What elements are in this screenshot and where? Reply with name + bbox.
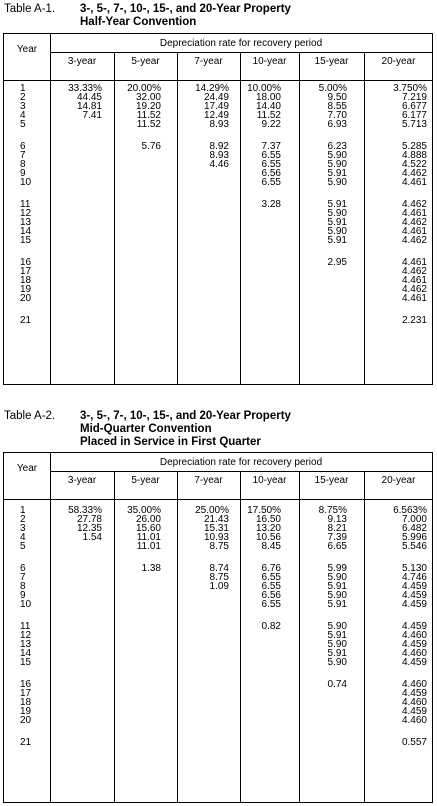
year-cell: 10: [20, 599, 32, 610]
rate-cell: 12.35: [76, 523, 102, 534]
rate-cell: 20.00%: [127, 83, 161, 94]
rate-cell: 15.60: [135, 523, 161, 534]
rate-cell: 11.01: [136, 532, 161, 543]
rate-cell: 24.49: [203, 92, 229, 103]
table-heading: [80, 410, 291, 449]
rate-cell: 4.459: [401, 581, 427, 592]
rate-cell: 5.90: [327, 657, 347, 668]
rate-cell: 10.56: [255, 532, 281, 543]
column-header-15-year: 15-year: [314, 56, 349, 67]
year-cell: 1: [20, 83, 26, 94]
rate-cell: 8.93: [209, 119, 229, 130]
rate-cell: 6.76: [261, 563, 281, 574]
column-header-10-year: 10-year: [252, 56, 287, 67]
column-divider: [114, 80, 115, 384]
column-header-20-year: 20-year: [381, 475, 416, 486]
rate-cell: 4.461: [401, 293, 427, 304]
rate-cell: 11.01: [136, 541, 161, 552]
rate-cell: 9.22: [261, 119, 281, 130]
year-cell: 7: [20, 572, 26, 583]
table-number: Table A-2.: [4, 410, 56, 422]
rate-cell: 4.460: [401, 715, 427, 726]
rate-cell: 5.90: [327, 572, 347, 583]
year-cell: 4: [20, 110, 26, 121]
column-divider: [114, 499, 115, 802]
column-header-5-year: 5-year: [131, 56, 160, 67]
rate-cell: 4.461: [401, 177, 427, 188]
column-divider: [364, 80, 365, 384]
column-divider: [240, 53, 241, 80]
column-divider: [177, 53, 178, 80]
column-divider: [177, 80, 178, 384]
year-cell: 14: [20, 226, 32, 237]
rate-cell: 11.52: [136, 110, 161, 121]
rate-cell: 14.40: [255, 101, 281, 112]
rate-cell: 6.56: [261, 168, 281, 179]
rate-cell: 6.55: [261, 572, 281, 583]
rate-cell: 5.996: [401, 532, 427, 543]
rate-cell: 5.713: [401, 119, 427, 130]
rate-cell: 5.00%: [318, 83, 347, 94]
rate-cell: 8.75: [209, 572, 229, 583]
column-header-5-year: 5-year: [131, 475, 160, 486]
year-cell: 15: [20, 235, 32, 246]
year-cell: 12: [20, 208, 32, 219]
rate-cell: 6.55: [261, 159, 281, 170]
column-divider: [364, 499, 365, 802]
rate-cell: 3.750%: [393, 83, 427, 94]
rate-cell: 9.13: [327, 514, 347, 525]
rate-cell: 0.74: [327, 679, 347, 690]
rate-cell: 4.459: [401, 688, 427, 699]
rate-cell: 6.55: [261, 177, 281, 188]
rate-cell: 7.37: [261, 141, 281, 152]
year-cell: 20: [20, 715, 32, 726]
rate-cell: 4.522: [401, 159, 427, 170]
rate-cell: 5.91: [327, 630, 347, 641]
column-divider: [114, 472, 115, 499]
rate-cell: 8.74: [209, 563, 229, 574]
table-heading: [80, 3, 291, 29]
rate-cell: 8.93: [209, 150, 229, 161]
rate-cell: 8.75: [209, 541, 229, 552]
rate-cell: 5.91: [327, 217, 347, 228]
rate-cell: 5.90: [327, 226, 347, 237]
rate-cell: 58.33%: [68, 505, 102, 516]
rate-cell: 5.91: [327, 648, 347, 659]
column-divider: [50, 80, 51, 384]
year-cell: 6: [20, 563, 26, 574]
year-column-header: Year: [16, 463, 38, 474]
year-cell: 8: [20, 159, 26, 170]
rate-cell: 2.231: [401, 315, 427, 326]
rate-cell: 5.90: [327, 208, 347, 219]
rate-cell: 17.49: [203, 101, 229, 112]
rate-cell: 3.28: [261, 199, 281, 210]
rate-cell: 5.285: [401, 141, 427, 152]
rate-cell: 7.70: [327, 110, 347, 121]
year-cell: 16: [20, 257, 32, 268]
rate-cell: 4.46: [209, 159, 229, 170]
rate-cell: 4.459: [401, 599, 427, 610]
rate-cell: 8.45: [261, 541, 281, 552]
rate-cell: 16.50: [255, 514, 281, 525]
rate-cell: 7.41: [82, 110, 102, 121]
year-cell: 5: [20, 541, 26, 552]
column-divider: [299, 472, 300, 499]
year-cell: 13: [20, 217, 32, 228]
column-divider: [240, 499, 241, 802]
rate-cell: 5.91: [327, 199, 347, 210]
depreciation-table: [3, 452, 433, 803]
year-cell: 2: [20, 92, 26, 103]
rate-cell: 14.29%: [195, 83, 229, 94]
rate-cell: 11.52: [136, 119, 161, 130]
rate-cell: 4.460: [401, 648, 427, 659]
rate-cell: 5.91: [327, 235, 347, 246]
table-number: Table A-1.: [4, 3, 56, 15]
rate-cell: 6.177: [401, 110, 427, 121]
column-divider: [50, 499, 51, 802]
rate-cell: 0.557: [401, 737, 427, 748]
rate-cell: 25.00%: [195, 505, 229, 516]
rate-cell: 4.461: [401, 275, 427, 286]
year-cell: 20: [20, 293, 32, 304]
rate-cell: 27.78: [76, 514, 102, 525]
year-cell: 13: [20, 639, 32, 650]
rate-cell: 4.462: [401, 235, 427, 246]
rate-cell: 5.76: [141, 141, 161, 152]
year-cell: 17: [20, 266, 32, 277]
rate-cell: 10.93: [203, 532, 229, 543]
rate-cell: 5.91: [327, 599, 347, 610]
year-cell: 11: [20, 621, 31, 632]
rate-cell: 4.462: [401, 168, 427, 179]
rate-cell: 1.09: [209, 581, 229, 592]
rate-cell: 5.546: [401, 541, 427, 552]
year-cell: 21: [20, 737, 32, 748]
table-heading-line: Placed in Service in First Quarter: [80, 436, 261, 448]
recovery-period-header: Depreciation rate for recovery period: [50, 37, 432, 53]
table-heading-line: Mid-Quarter Convention: [80, 423, 212, 435]
year-cell: 2: [20, 514, 26, 525]
rate-cell: 35.00%: [127, 505, 161, 516]
rate-cell: 6.55: [261, 581, 281, 592]
rate-cell: 13.20: [255, 523, 281, 534]
year-cell: 12: [20, 630, 32, 641]
rate-cell: 4.462: [401, 284, 427, 295]
rate-cell: 12.49: [203, 110, 229, 121]
rate-cell: 7.39: [327, 532, 347, 543]
year-cell: 14: [20, 648, 32, 659]
rate-cell: 14.81: [76, 101, 102, 112]
column-divider: [240, 80, 241, 384]
rate-cell: 5.130: [401, 563, 427, 574]
rate-cell: 5.99: [327, 563, 347, 574]
rate-cell: 4.461: [401, 257, 427, 268]
rate-cell: 1.54: [82, 532, 102, 543]
rate-cell: 6.23: [327, 141, 347, 152]
rate-cell: 6.55: [261, 599, 281, 610]
rate-cell: 8.21: [327, 523, 347, 534]
year-cell: 6: [20, 141, 26, 152]
column-header-7-year: 7-year: [194, 475, 223, 486]
rate-cell: 6.65: [327, 541, 347, 552]
rate-cell: 6.677: [401, 101, 427, 112]
rate-cell: 26.00: [135, 514, 161, 525]
year-cell: 19: [20, 706, 32, 717]
rate-cell: 5.90: [327, 177, 347, 188]
rate-cell: 32.00: [135, 92, 161, 103]
rate-cell: 11.52: [256, 110, 281, 121]
year-cell: 11: [20, 199, 31, 210]
year-cell: 19: [20, 284, 32, 295]
rate-cell: 4.459: [401, 706, 427, 717]
rate-cell: 8.75%: [318, 505, 347, 516]
year-cell: 9: [20, 168, 26, 179]
year-cell: 18: [20, 697, 32, 708]
rate-cell: 4.462: [401, 266, 427, 277]
year-cell: 5: [20, 119, 26, 130]
year-cell: 10: [20, 177, 32, 188]
table-heading-line: Half-Year Convention: [80, 16, 197, 28]
rate-cell: 4.462: [401, 199, 427, 210]
column-header-10-year: 10-year: [252, 475, 287, 486]
rate-cell: 18.00: [255, 92, 281, 103]
column-divider: [177, 472, 178, 499]
column-divider: [299, 53, 300, 80]
year-cell: 16: [20, 679, 32, 690]
table-header: [4, 453, 432, 500]
column-divider: [299, 499, 300, 802]
rate-cell: 5.90: [327, 621, 347, 632]
rate-cell: 10.00%: [247, 83, 281, 94]
column-divider: [114, 53, 115, 80]
rate-cell: 5.91: [327, 168, 347, 179]
rate-cell: 0.82: [261, 621, 281, 632]
year-cell: 17: [20, 688, 32, 699]
column-header-7-year: 7-year: [194, 56, 223, 67]
year-column-header: Year: [16, 44, 38, 55]
year-cell: 15: [20, 657, 32, 668]
column-header-3-year: 3-year: [67, 56, 97, 67]
rate-cell: 4.746: [401, 572, 427, 583]
column-divider: [240, 472, 241, 499]
rate-cell: 33.33%: [68, 83, 102, 94]
rate-cell: 4.888: [401, 150, 427, 161]
depreciation-table: [3, 33, 433, 385]
table-heading-line: 3-, 5-, 7-, 10-, 15-, and 20-Year Property: [80, 410, 291, 422]
rate-cell: 7.219: [401, 92, 427, 103]
year-cell: 9: [20, 590, 26, 601]
rate-cell: 4.460: [401, 679, 427, 690]
year-cell: 18: [20, 275, 32, 286]
column-divider: [364, 53, 365, 80]
column-header-15-year: 15-year: [314, 475, 349, 486]
table-heading-line: 3-, 5-, 7-, 10-, 15-, and 20-Year Property: [80, 3, 291, 15]
rate-cell: 9.50: [327, 92, 347, 103]
rate-cell: 5.90: [327, 639, 347, 650]
rate-cell: 4.459: [401, 590, 427, 601]
year-cell: 4: [20, 532, 26, 543]
column-divider: [364, 472, 365, 499]
rate-cell: 4.459: [401, 657, 427, 668]
rate-cell: 6.56: [261, 590, 281, 601]
column-header-3-year: 3-year: [67, 475, 97, 486]
rate-cell: 6.563%: [393, 505, 427, 516]
year-cell: 1: [20, 505, 26, 516]
rate-cell: 15.31: [203, 523, 229, 534]
rate-cell: 4.460: [401, 630, 427, 641]
year-cell: 21: [20, 315, 32, 326]
rate-cell: 7.000: [401, 514, 427, 525]
rate-cell: 19.20: [135, 101, 161, 112]
rate-cell: 8.92: [209, 141, 229, 152]
table-header: [4, 34, 432, 81]
rate-cell: 4.459: [401, 639, 427, 650]
rate-cell: 6.482: [401, 523, 427, 534]
year-cell: 7: [20, 150, 26, 161]
rate-cell: 6.93: [327, 119, 347, 130]
year-cell: 3: [20, 101, 26, 112]
rate-cell: 2.95: [327, 257, 347, 268]
rate-cell: 8.55: [327, 101, 347, 112]
rate-cell: 1.38: [141, 563, 161, 574]
column-divider: [177, 499, 178, 802]
year-cell: 8: [20, 581, 26, 592]
rate-cell: 4.462: [401, 217, 427, 228]
rate-cell: 6.55: [261, 150, 281, 161]
column-header-20-year: 20-year: [381, 56, 416, 67]
column-divider: [299, 80, 300, 384]
rate-cell: 21.43: [203, 514, 229, 525]
rate-cell: 5.91: [327, 581, 347, 592]
rate-cell: 5.90: [327, 150, 347, 161]
rate-cell: 4.461: [401, 226, 427, 237]
rate-cell: 5.90: [327, 159, 347, 170]
rate-cell: 5.90: [327, 590, 347, 601]
year-cell: 3: [20, 523, 26, 534]
rate-cell: 44.45: [76, 92, 102, 103]
rate-cell: 4.461: [401, 208, 427, 219]
rate-cell: 17.50%: [247, 505, 281, 516]
recovery-period-header: Depreciation rate for recovery period: [50, 456, 432, 472]
rate-cell: 4.459: [401, 621, 427, 632]
rate-cell: 4.460: [401, 697, 427, 708]
